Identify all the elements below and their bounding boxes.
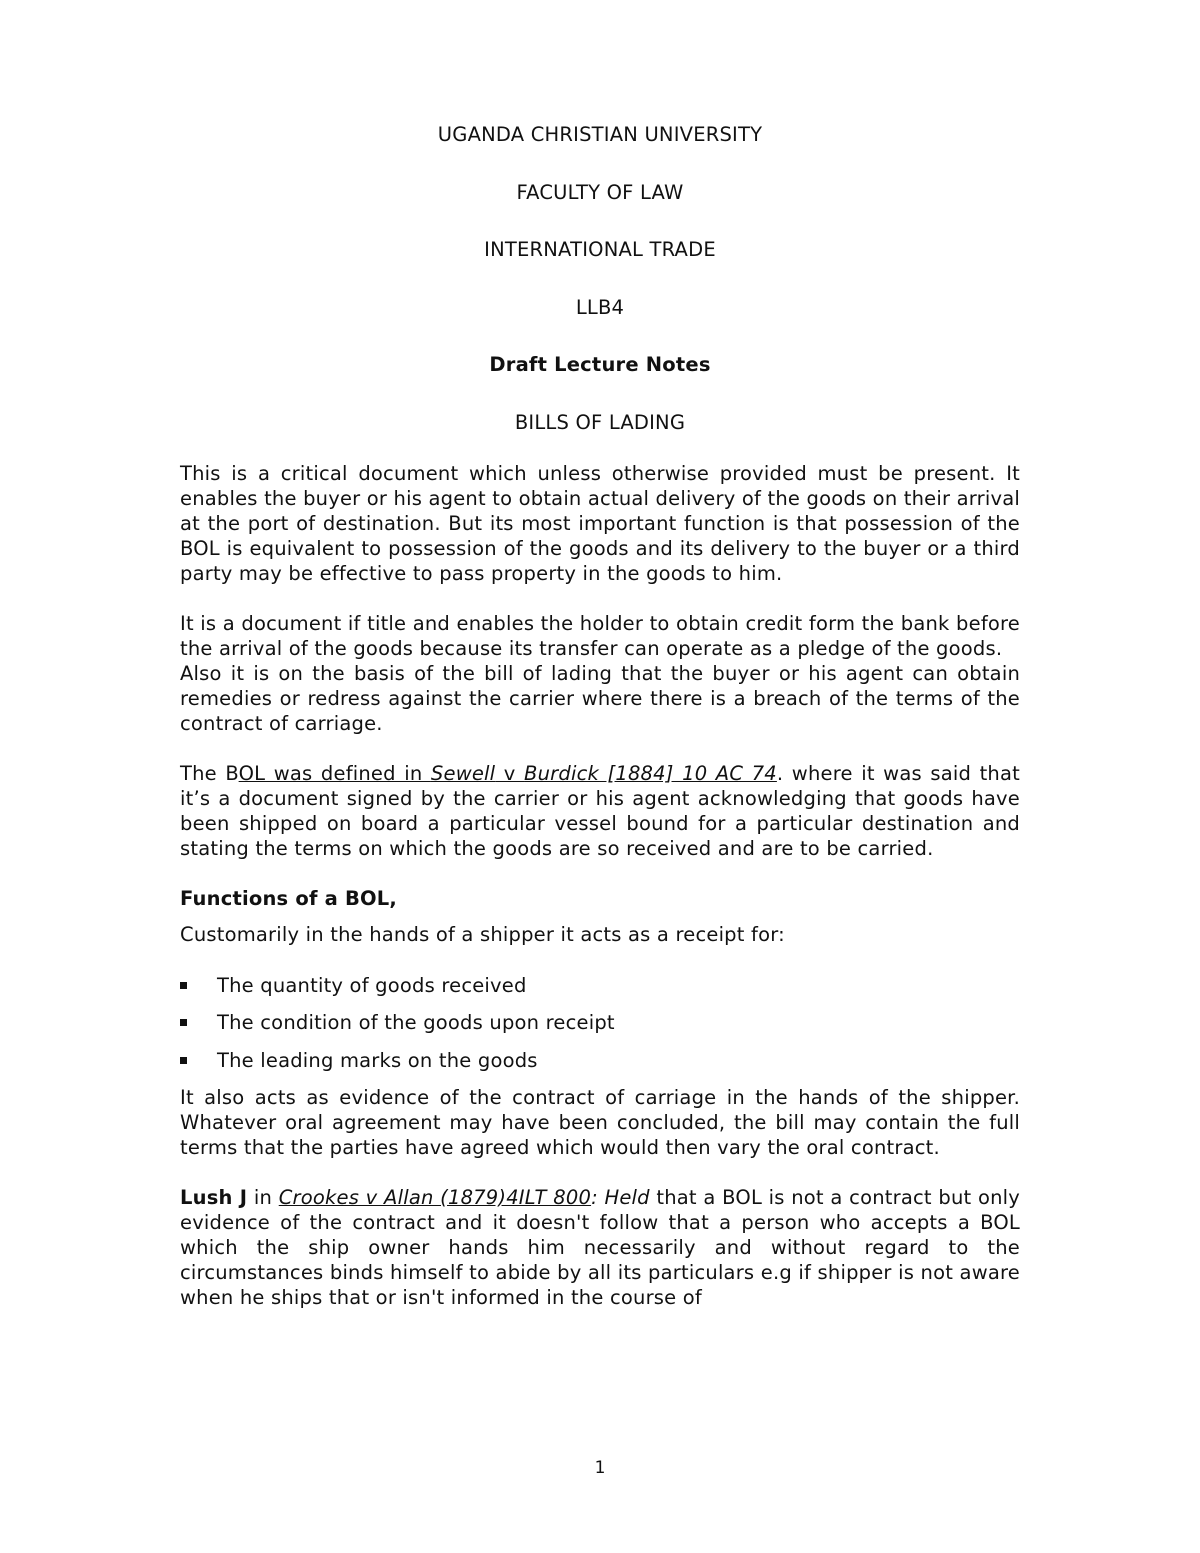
functions-heading: Functions of a BOL, [180, 886, 398, 910]
held-label: Held [604, 1186, 650, 1209]
university-title: UGANDA CHRISTIAN UNIVERSITY [437, 123, 763, 146]
list-item-text: The condition of the goods upon receipt [217, 1011, 615, 1034]
list-item [180, 973, 1020, 998]
paragraph-evidence: It also acts as evidence of the contract of carriage in the hands of the shipper. Whatever oral agreement may have been concluded, the bill may contain the full terms that the parties have agreed which would then vary the oral contract. [180, 1086, 1020, 1159]
paragraph-definition [180, 761, 1020, 861]
definition-rest: . where it was said that it’s a document signed by the carrier or his agent acknowledging that goods have been shipped on board a particular vessel bound for a particular destination and stating the terms on which the goods are so received and are to be carried. [180, 761, 1020, 860]
page-content [180, 122, 1020, 1335]
square-bullet-icon [180, 982, 187, 989]
case-name-sewell: Sewell [430, 761, 496, 785]
course-title: INTERNATIONAL TRADE [484, 238, 716, 261]
paragraph-remedies: Also it is on the basis of the bill of lading that the buyer or his agent can obtain remedies or redress against the carrier where there is a breach of the terms of the contract of carriage. [180, 661, 1020, 735]
square-bullet-icon [180, 1019, 187, 1026]
list-item [180, 1048, 1020, 1073]
page-number: 1 [594, 1458, 606, 1478]
case-name-burdick: Burdick [524, 761, 600, 785]
topic-title: BILLS OF LADING [514, 410, 686, 434]
paragraph-intro: This is a critical document which unless otherwise provided must be present. It enables the buyer or his agent to obtain actual delivery of the goods on their arrival at the port of destination. But its most important function is that possession of the BOL is equivalent to possession of the goods and its delivery to the buyer or a third party may be effective to pass property in the goods to him. [180, 461, 1020, 585]
case-crookes: Crookes v Allan (1879)4ILT 800 [278, 1186, 592, 1209]
case-v: v [495, 761, 525, 785]
crookes-rest: that a BOL is not a contract but only evidence of the contract and it doesn't follow that a person who accepts a BOL which the ship owner hands him necessarily and without regard to the circumstances binds himself to abide by all its particulars e.g if shipper is not aware when he ships that or isn't informed in the course of [180, 1186, 1021, 1309]
paragraph-crookes [180, 1185, 1020, 1310]
functions-intro: Customarily in the hands of a shipper it acts as a receipt for: [180, 922, 785, 946]
case-citation: [1884] 10 AC 74 [599, 761, 777, 785]
case-colon: : [591, 1186, 605, 1209]
list-item-text: The leading marks on the goods [217, 1048, 538, 1072]
definition-underlined [239, 762, 777, 785]
list-item [180, 1010, 1020, 1035]
paragraph-document-of-title: It is a document if title and enables the holder to obtain credit form the bank before the arrival of the goods because its transfer can operate as a pledge of the goods. [180, 611, 1020, 660]
class-title: LLB4 [575, 295, 625, 319]
faculty-title: FACULTY OF LAW [516, 180, 684, 204]
notes-title: Draft Lecture Notes [489, 353, 711, 376]
judge-name: Lush J [180, 1186, 248, 1209]
square-bullet-icon [180, 1057, 187, 1064]
definition-lead: The B [180, 761, 239, 785]
list-item-text: The quantity of goods received [217, 973, 527, 997]
definition-defined-in: OL was defined in [238, 761, 431, 785]
functions-list [180, 973, 1020, 1073]
judge-in: in [247, 1186, 279, 1209]
